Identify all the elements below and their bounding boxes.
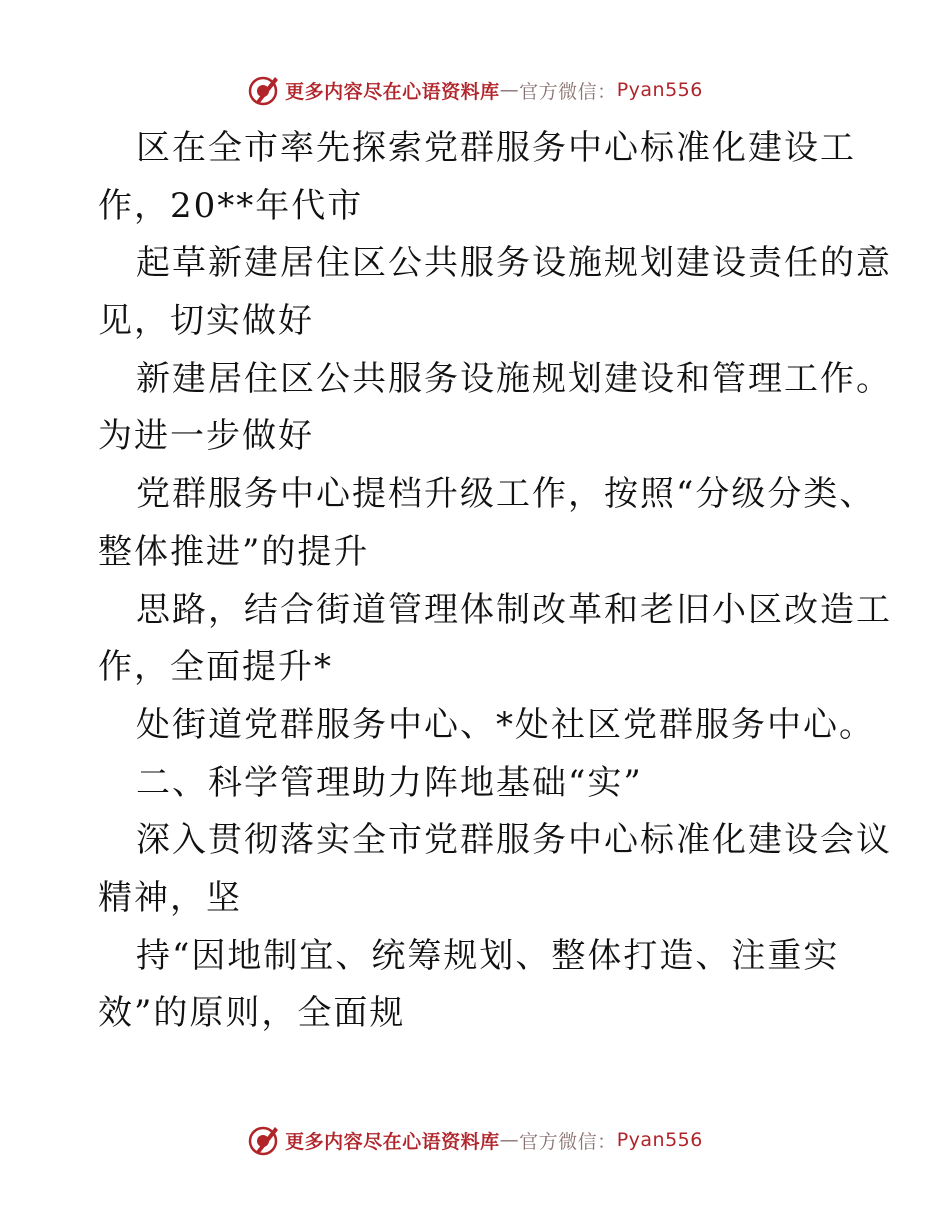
quill-seal-icon bbox=[247, 73, 281, 107]
banner-site-text: 更多内容尽在心语资料库 bbox=[285, 1130, 500, 1153]
paragraph-line: 思路，结合街道管理体制改革和老旧小区改造工 bbox=[136, 589, 892, 630]
paragraph-line: 作，20**年代市 bbox=[98, 185, 364, 226]
paragraph-line: 深入贯彻落实全市党群服务中心标准化建设会议 bbox=[136, 820, 892, 861]
banner-wechat-id: Pyan556 bbox=[616, 79, 703, 101]
paragraph-line: 持“因地制宜、统筹规划、整体打造、注重实 bbox=[136, 935, 840, 976]
banner-separator: — bbox=[499, 1129, 520, 1151]
banner-site-text: 更多内容尽在心语资料库 bbox=[285, 80, 500, 103]
banner-separator: — bbox=[499, 79, 520, 101]
paragraph-line: 起草新建居住区公共服务设施规划建设责任的意 bbox=[136, 243, 892, 284]
banner-wechat-label: 官方微信： bbox=[519, 80, 617, 103]
paragraph-line: 党群服务中心提档升级工作，按照“分级分类、 bbox=[136, 474, 876, 515]
quill-seal-icon bbox=[247, 1123, 281, 1157]
paragraph-line: 精神，坚 bbox=[98, 877, 242, 918]
paragraph-line: 作，全面提升* bbox=[98, 647, 333, 688]
paragraph-line: 为进一步做好 bbox=[98, 416, 314, 457]
banner-wechat-id: Pyan556 bbox=[616, 1129, 703, 1151]
footer-banner bbox=[0, 1120, 950, 1160]
paragraph-line: 二、科学管理助力阵地基础“实” bbox=[136, 762, 643, 803]
paragraph-line: 效”的原则，全面规 bbox=[98, 993, 406, 1034]
paragraph-line: 新建居住区公共服务设施规划建设和管理工作。 bbox=[136, 358, 892, 399]
paragraph-line: 整体推进”的提升 bbox=[98, 531, 370, 572]
document-body bbox=[98, 120, 892, 1043]
banner-wechat-label: 官方微信： bbox=[519, 1130, 617, 1153]
paragraph-line: 区在全市率先探索党群服务中心标准化建设工 bbox=[136, 128, 856, 168]
paragraph-line: 处街道党群服务中心、*处社区党群服务中心。 bbox=[136, 704, 875, 745]
paragraph-line: 见，切实做好 bbox=[98, 301, 314, 342]
header-banner bbox=[0, 70, 950, 110]
